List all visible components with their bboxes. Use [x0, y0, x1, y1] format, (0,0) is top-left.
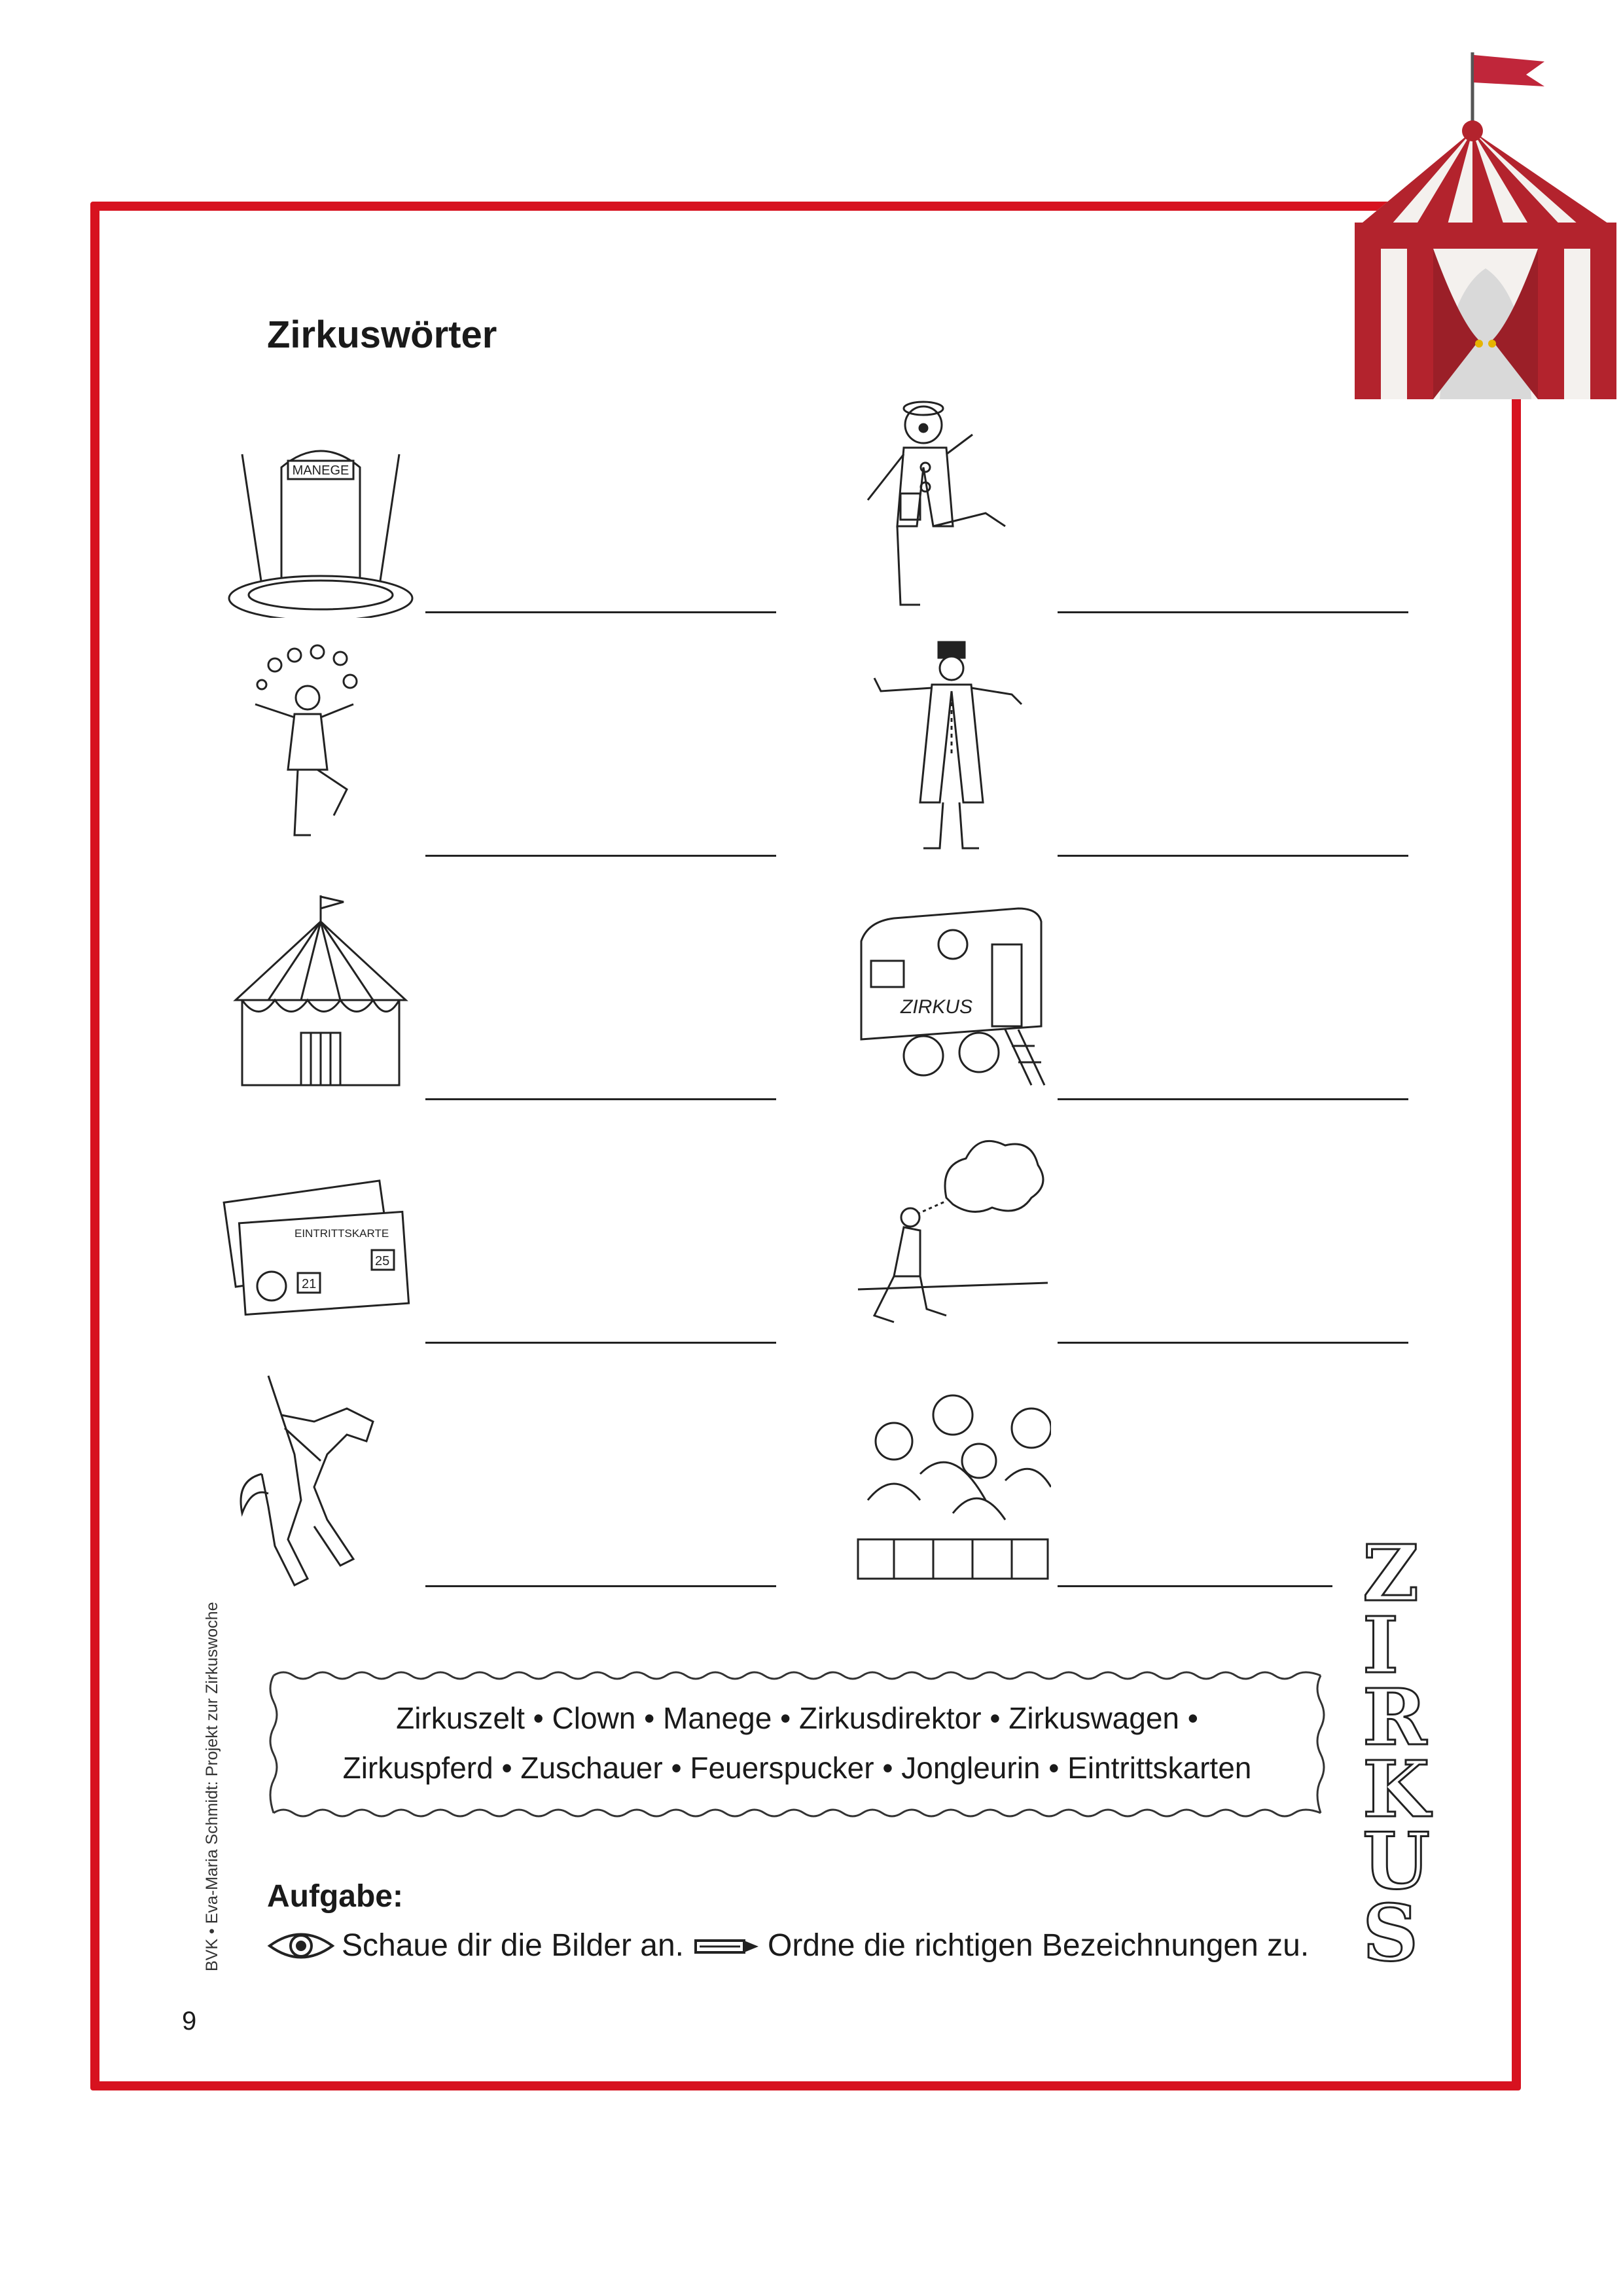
manege-sign-text: MANEGE [292, 463, 349, 478]
manege-picture [223, 395, 419, 618]
ticket-header-text: EINTRITTSKARTE [294, 1227, 389, 1240]
exercise-item-zirkusdirektor [855, 639, 1444, 861]
answer-line[interactable] [1058, 1098, 1408, 1100]
side-word-letter: U [1363, 1816, 1430, 1907]
pencil-icon [693, 1933, 761, 1959]
zirkuspferd-picture [223, 1369, 419, 1592]
ticket-left-number: 21 [302, 1277, 317, 1291]
wagon-sign-text: ZIRKUS [901, 996, 973, 1018]
eintrittskarten-picture [223, 1126, 419, 1348]
answer-line[interactable] [1058, 855, 1408, 857]
zirkuszelt-picture [223, 882, 419, 1105]
exercise-item-feuerspucker [855, 1126, 1444, 1348]
exercise-item-zuschauer [855, 1369, 1444, 1592]
answer-line[interactable] [1058, 611, 1408, 613]
zirkuswagen-picture [855, 882, 1051, 1105]
exercise-item-eintrittskarten [223, 1126, 812, 1348]
exercise-item-zirkuspferd [223, 1369, 812, 1592]
task-label: Aufgabe: [267, 1879, 403, 1914]
exercise-item-manege [223, 395, 812, 618]
exercise-item-zirkuswagen [855, 882, 1444, 1105]
answer-line[interactable] [425, 1342, 776, 1344]
word-bank-line-2: Zirkuspferd • Zuschauer • Feuerspucker • Jongleurin • Eintrittskarten [342, 1751, 1252, 1785]
eye-icon [267, 1928, 335, 1964]
side-word-letter: R [1363, 1672, 1427, 1763]
side-word-letter: S [1363, 1888, 1419, 1979]
answer-line[interactable] [425, 855, 776, 857]
task-instruction [267, 1928, 1309, 1964]
answer-line[interactable] [1058, 1585, 1332, 1587]
exercise-item-zirkuszelt [223, 882, 812, 1105]
task-look-text: Schaue dir die Bilder an. [342, 1928, 684, 1963]
page-number: 9 [182, 2007, 197, 2036]
page-title: Zirkuswörter [267, 314, 497, 356]
task-write-text: Ordne die richtigen Bezeichnungen zu. [767, 1928, 1310, 1963]
answer-line[interactable] [425, 1098, 776, 1100]
exercise-item-clown [855, 395, 1444, 618]
zirkusdirektor-picture [855, 639, 1051, 861]
side-word-letter: I [1363, 1600, 1399, 1691]
ticket-right-number: 25 [375, 1254, 390, 1268]
clown-picture [855, 395, 1051, 618]
feuerspucker-picture [855, 1126, 1051, 1348]
circus-tent-icon [1348, 46, 1623, 399]
answer-line[interactable] [1058, 1342, 1408, 1344]
zuschauer-picture [855, 1369, 1051, 1592]
word-bank-border [267, 1669, 1327, 1820]
side-word-letter: K [1363, 1744, 1430, 1835]
side-word-letter: Z [1363, 1528, 1419, 1619]
exercise-item-jongleurin [223, 639, 812, 861]
answer-line[interactable] [425, 611, 776, 613]
jongleurin-picture [223, 639, 419, 861]
credit-text: BVK • Eva-Maria Schmidt: Projekt zur Zirkuswoche [203, 1602, 221, 1971]
word-bank-line-1: Zirkuszelt • Clown • Manege • Zirkusdirektor • Zirkuswagen • [396, 1701, 1198, 1735]
word-bank [267, 1669, 1327, 1820]
answer-line[interactable] [425, 1585, 776, 1587]
